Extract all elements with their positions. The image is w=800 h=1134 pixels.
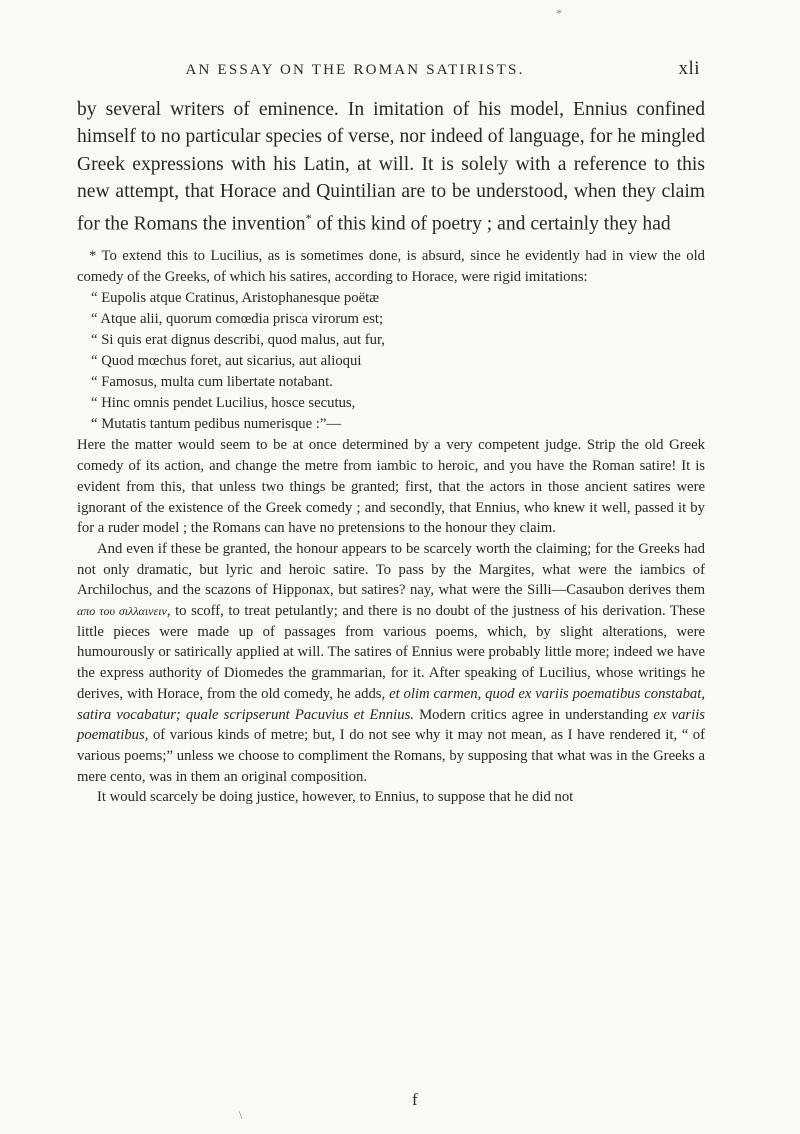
- footnote-marker: *: [89, 248, 97, 265]
- latin-quotation: et olim carmen, quod ex variis poematibus constabat, satira vocabatur; quale scripserunt Pacuvius et Ennius.: [77, 685, 706, 723]
- verse-line: “ Quod mœchus foret, aut sicarius, aut alioqui: [91, 353, 362, 370]
- footnote-intro-text: To extend this to Lucilius, as is sometimes done, is absurd, since he evidently had in view the old comedy of the Greeks, of which his satires, according to Horace, were rigid imitations:: [77, 248, 705, 285]
- main-text-part2: of this kind of poetry ; and certainly they had: [311, 213, 671, 235]
- footnote-reference: *: [305, 211, 312, 226]
- text-block: [77, 96, 705, 808]
- verse-line: “ Hinc omnis pendet Lucilius, hosce secutus,: [91, 395, 356, 412]
- paragraph-text: And even if these be granted, the honour appears to be scarcely worth the claiming; for the Greeks had not only dramatic, but lyric and heroic satire. To pass by the Margites, what were the iambics of Archilochus, and the scazons of Hipponax, but satires? nay, what were the Silli—Casaubon derives them: [77, 540, 705, 599]
- footnote: [77, 246, 705, 808]
- footnote-paragraph-2: [77, 539, 705, 787]
- paragraph-text: Modern critics agree in understanding: [413, 706, 654, 723]
- verse-line: “ Mutatis tantum pedibus numerisque :”—: [91, 416, 342, 433]
- verse-line: “ Famosus, multa cum libertate notabant.: [91, 374, 333, 391]
- paragraph-text: , to scoff, to treat petulantly; and there is no doubt of the justness of his derivation. These little pieces were made up of passages from various poems, which, by slight alterations, were humourously or satirically applied at will. The satires of Ennius were probably little more; indeed we have the express authority of Diomedes the grammarian, for it. After speaking of Lucilius, whose writings he derives, with Horace, from the old comedy, he adds,: [77, 603, 705, 702]
- footnote-paragraph-1: Here the matter would seem to be at once determined by a very competent judge. Strip the old Greek comedy of its action, and change the metre from iambic to heroic, and you have the Roman satire! It is evident from this, that unless two things be granted; first, that the actors in those ancient satires were ignorant of the existence of the Greek comedy ; and secondly, that Ennius, who knew it well, passed it by for a ruder model ; the Romans can have no pretensions to the honour they claim.: [77, 437, 705, 537]
- verse-line: “ Si quis erat dignus describi, quod malus, aut fur,: [91, 332, 385, 349]
- stray-mark: *: [556, 6, 562, 20]
- running-head: AN ESSAY ON THE ROMAN SATIRISTS.: [185, 62, 525, 78]
- verse-quotation: [91, 288, 705, 435]
- page-header: [120, 58, 700, 88]
- stray-mark: \: [239, 1108, 243, 1122]
- footnote-paragraph-3: It would scarcely be doing justice, however, to Ennius, to suppose that he did not: [97, 789, 574, 806]
- greek-phrase: απο του σιλλαινειν: [77, 604, 167, 619]
- footnote-intro: [77, 246, 705, 287]
- verse-line: “ Atque alii, quorum comœdia prisca virorum est;: [91, 311, 384, 328]
- main-text-part1: by several writers of eminence. In imitation of his model, Ennius confined himself to no particular species of verse, nor indeed of language, for he mingled Greek expressions with his Latin, at will. It is solely with a reference to this new attempt, that Horace and Quintilian are to be understood, when they claim for the Romans the invention: [77, 99, 705, 235]
- signature-mark: f: [412, 1090, 418, 1109]
- main-paragraph: [77, 96, 705, 238]
- page-number: xli: [678, 58, 700, 79]
- latin-phrase: ex variis poematibus,: [77, 706, 706, 744]
- verse-line: “ Eupolis atque Cratinus, Aristophanesque poëtæ: [91, 290, 379, 307]
- paragraph-text: of various kinds of metre; but, I do not see why it may not mean, as I have rendered it, “ of various poems;” unless we choose to compliment the Romans, by supposing that what was in the Greeks a mere cento, was in them an original composition.: [77, 727, 705, 785]
